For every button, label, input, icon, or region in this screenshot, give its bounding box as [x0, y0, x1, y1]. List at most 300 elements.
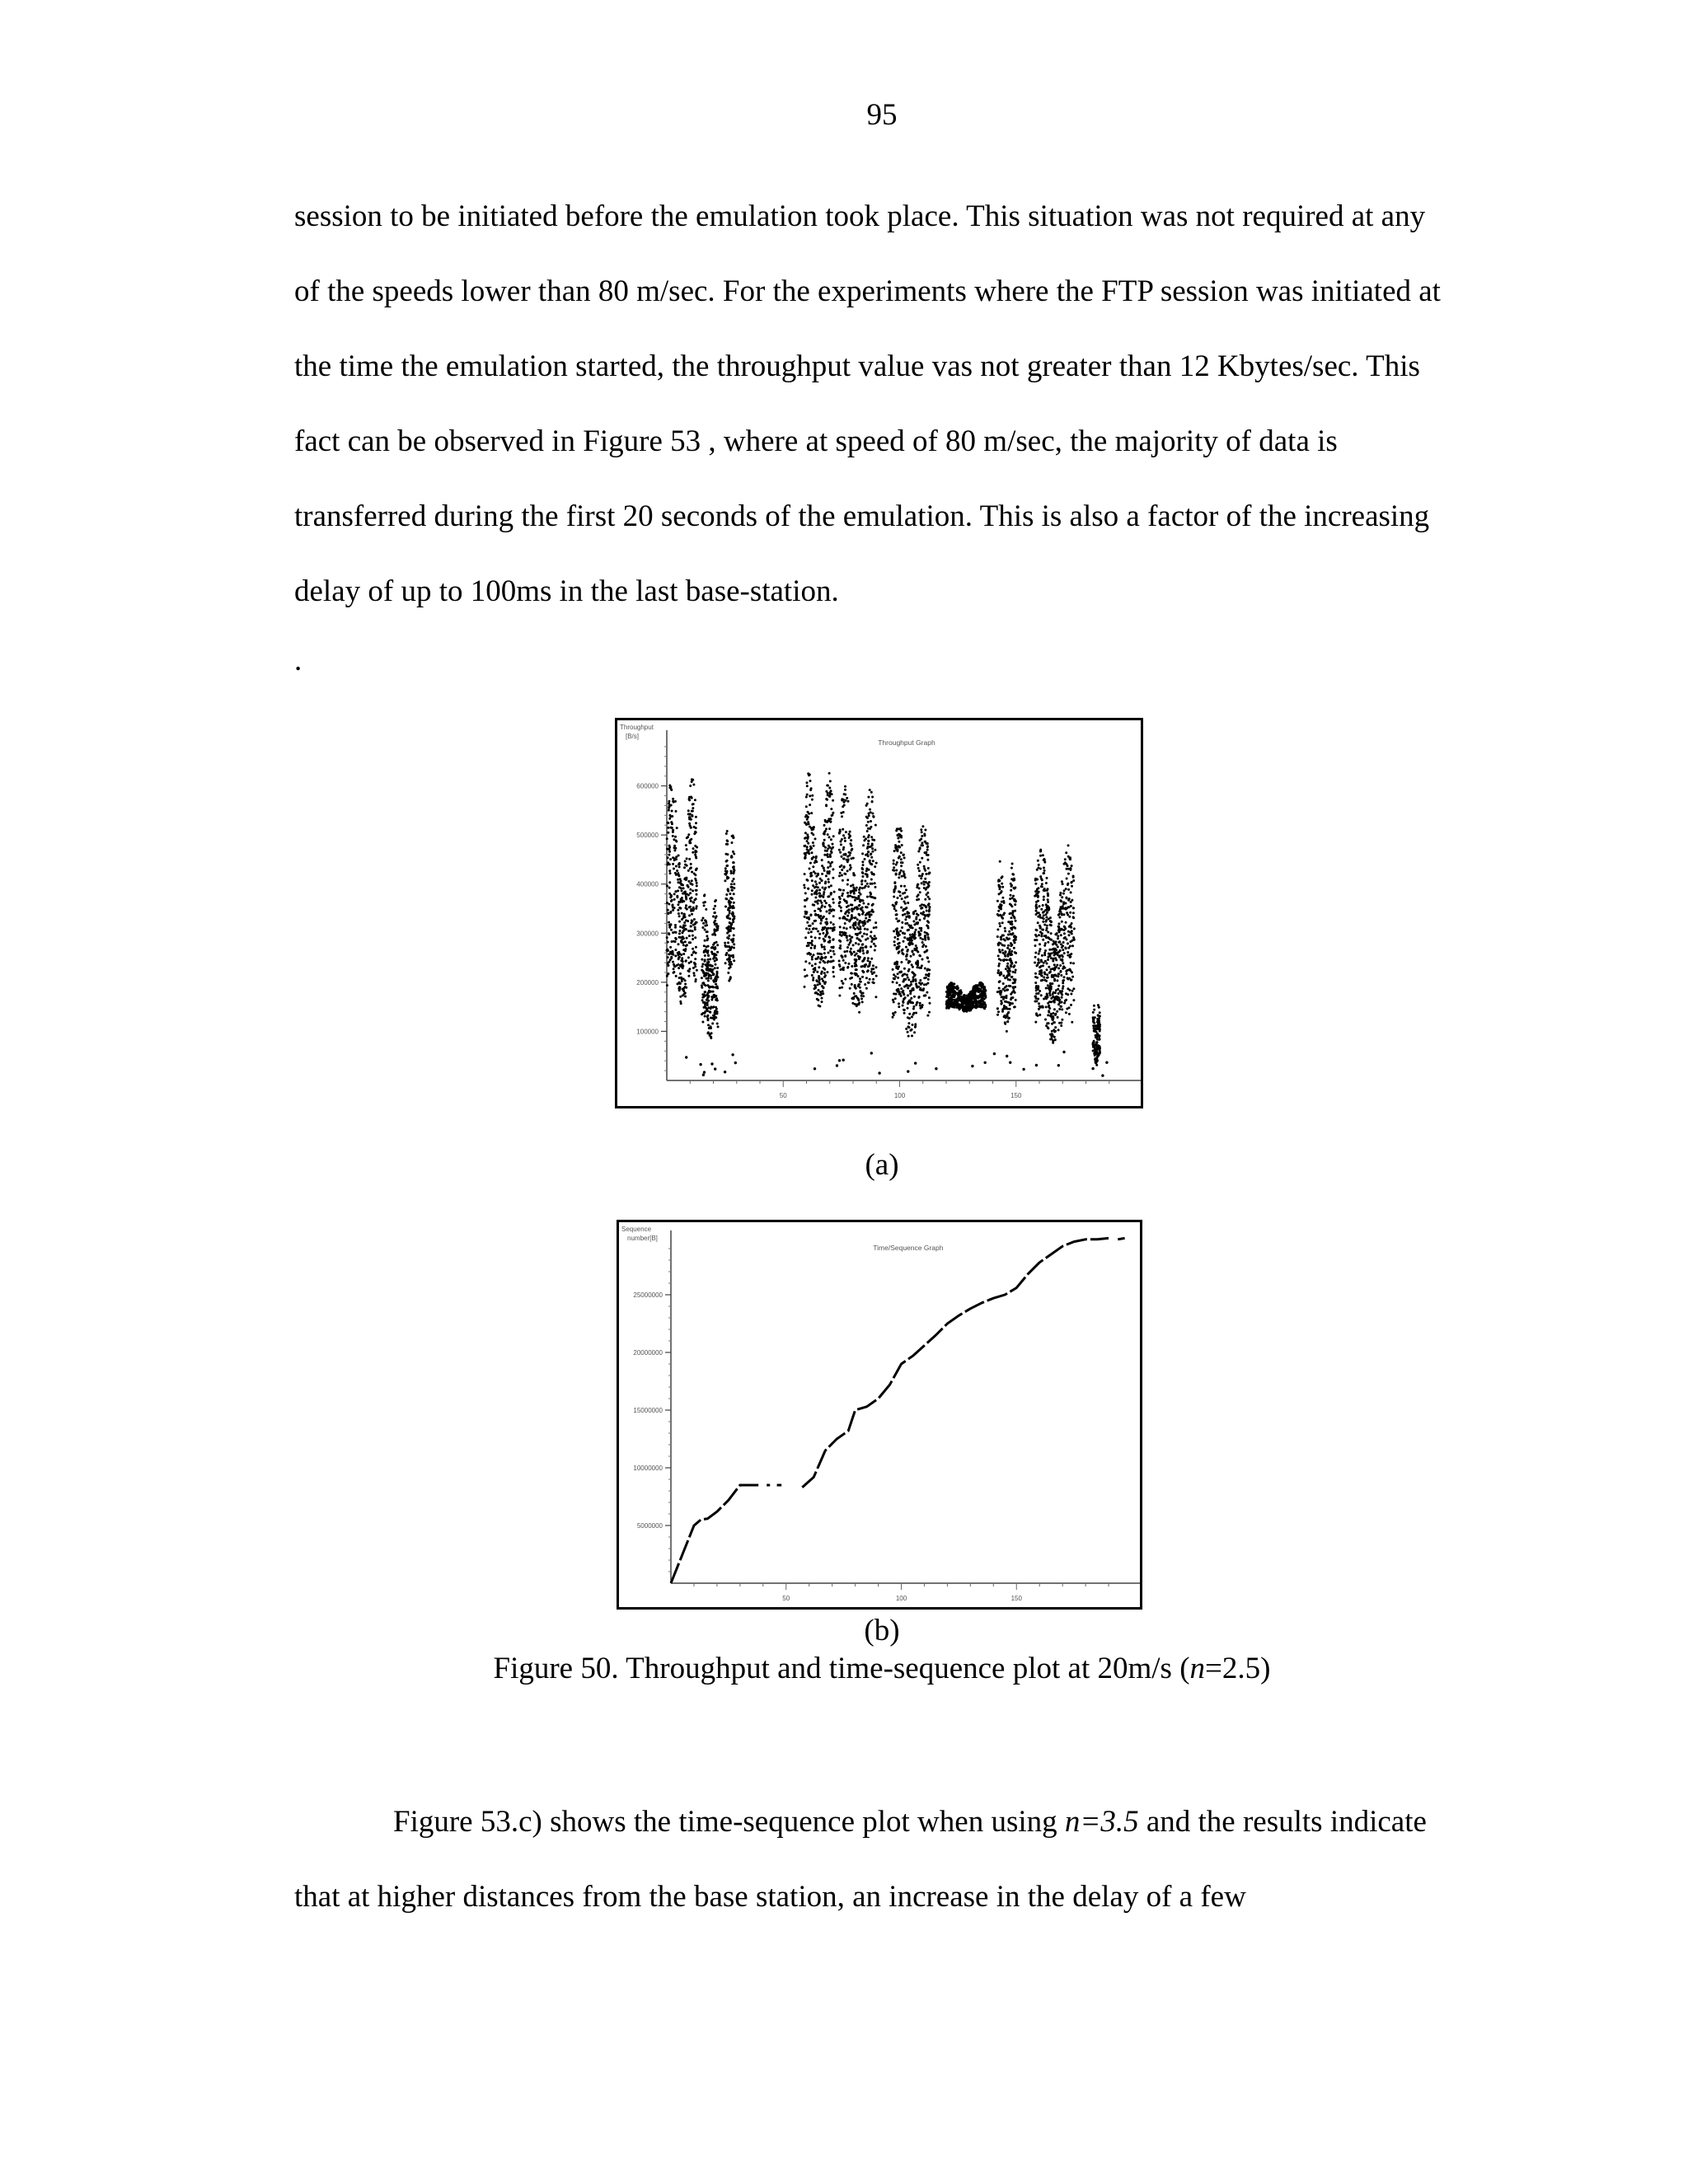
- data-point: [975, 1001, 978, 1003]
- data-point: [1013, 947, 1015, 949]
- data-point: [893, 850, 896, 852]
- data-point: [726, 830, 729, 832]
- data-point: [1037, 860, 1039, 862]
- data-point: [1039, 851, 1042, 853]
- data-point: [1061, 946, 1063, 949]
- data-point: [825, 798, 828, 800]
- data-point: [1050, 921, 1053, 923]
- data-point: [1006, 947, 1009, 949]
- data-point: [729, 961, 732, 963]
- data-point: [841, 815, 843, 818]
- data-point: [1045, 916, 1048, 919]
- data-point: [926, 920, 929, 922]
- data-point: [732, 956, 734, 958]
- data-point: [920, 877, 922, 879]
- data-point: [819, 910, 822, 912]
- data-point: [844, 955, 846, 958]
- data-point: [861, 921, 864, 923]
- data-point: [724, 869, 727, 872]
- data-point: [1002, 975, 1005, 977]
- data-point: [896, 927, 898, 930]
- series-tail-mark: [1118, 1238, 1124, 1239]
- data-point: [1043, 869, 1046, 872]
- data-point: [903, 993, 905, 996]
- data-point: [828, 772, 831, 775]
- data-point: [901, 844, 903, 846]
- data-point: [923, 917, 926, 920]
- data-point: [861, 947, 864, 949]
- data-point: [838, 995, 841, 997]
- data-point: [997, 910, 1000, 912]
- data-point: [667, 956, 669, 958]
- data-point: [828, 941, 831, 944]
- data-point: [829, 865, 832, 868]
- data-point: [681, 957, 683, 959]
- data-point: [846, 902, 848, 904]
- data-point: [826, 921, 828, 923]
- data-point: [1053, 940, 1055, 943]
- data-point: [969, 996, 972, 998]
- data-point: [1000, 906, 1002, 908]
- data-point: [1046, 1022, 1048, 1024]
- data-point: [1045, 997, 1048, 1000]
- data-point: [1057, 967, 1060, 969]
- data-point: [1038, 1002, 1040, 1005]
- data-point: [733, 853, 735, 855]
- data-point: [1040, 908, 1043, 911]
- data-point: [907, 1031, 909, 1033]
- data-point: [726, 865, 729, 867]
- data-point: [1060, 974, 1062, 977]
- data-point: [1010, 894, 1012, 897]
- data-point: [920, 828, 922, 831]
- data-point: [706, 1004, 709, 1006]
- data-point: [829, 780, 832, 782]
- data-point: [682, 944, 685, 946]
- data-point: [815, 883, 818, 885]
- data-point: [1035, 910, 1038, 912]
- data-point: [844, 794, 846, 796]
- data-point: [668, 881, 671, 883]
- data-point: [823, 938, 825, 940]
- data-point: [1035, 907, 1038, 910]
- data-point: [924, 939, 926, 941]
- data-point: [1067, 930, 1070, 933]
- data-point: [706, 997, 709, 1000]
- data-point: [815, 979, 818, 982]
- data-point: [825, 804, 828, 806]
- data-point: [817, 874, 819, 876]
- data-point: [856, 906, 858, 908]
- data-point: [907, 970, 910, 972]
- data-point: [826, 971, 828, 973]
- data-point: [1066, 969, 1068, 972]
- data-point: [843, 898, 846, 901]
- y-tick-label: 25000000: [633, 1291, 663, 1299]
- data-point: [924, 914, 926, 916]
- data-point: [859, 900, 861, 902]
- data-point: [811, 858, 814, 860]
- data-point: [1040, 1005, 1043, 1008]
- data-point: [716, 944, 719, 946]
- data-point: [823, 952, 826, 954]
- data-point-outlier: [702, 1074, 705, 1076]
- data-point: [859, 950, 861, 953]
- data-point: [839, 944, 842, 947]
- data-point: [668, 893, 671, 895]
- data-point: [916, 913, 918, 916]
- data-point: [809, 846, 812, 848]
- data-point: [729, 963, 732, 966]
- data-point: [820, 906, 823, 908]
- data-point: [687, 930, 690, 932]
- data-point: [908, 916, 911, 919]
- data-point: [704, 1010, 706, 1013]
- data-point: [806, 781, 809, 784]
- data-point: [666, 949, 668, 951]
- data-point: [1058, 1022, 1061, 1024]
- data-point: [1092, 1018, 1095, 1020]
- data-point: [824, 830, 827, 832]
- data-point: [917, 898, 920, 901]
- data-point: [899, 993, 902, 996]
- data-point: [1059, 899, 1062, 902]
- data-point: [843, 950, 846, 953]
- data-point: [1056, 979, 1058, 982]
- data-point: [907, 978, 910, 981]
- data-point: [1034, 952, 1037, 954]
- data-point: [1063, 976, 1066, 978]
- data-point: [925, 973, 927, 976]
- data-point: [844, 840, 846, 842]
- data-point: [829, 960, 832, 963]
- data-point: [1000, 892, 1002, 894]
- data-point: [1065, 999, 1067, 1001]
- data-point: [923, 977, 926, 979]
- data-point: [1046, 977, 1048, 979]
- data-point: [860, 995, 863, 997]
- data-point: [809, 925, 812, 927]
- data-point: [688, 935, 691, 937]
- data-point: [919, 954, 921, 957]
- data-point: [826, 850, 828, 852]
- data-point-outlier: [685, 1056, 687, 1058]
- data-point: [1054, 948, 1057, 950]
- data-point: [809, 868, 811, 870]
- data-point: [805, 805, 808, 808]
- data-point: [1092, 1011, 1095, 1014]
- data-point: [870, 856, 873, 859]
- data-point: [1050, 1001, 1053, 1003]
- data-point: [850, 940, 852, 942]
- data-point: [833, 891, 836, 893]
- data-point: [1043, 971, 1046, 973]
- data-point: [674, 965, 677, 968]
- data-point: [821, 879, 823, 882]
- data-point: [684, 979, 687, 982]
- data-point: [848, 935, 851, 937]
- data-point: [900, 830, 903, 832]
- data-point: [733, 947, 735, 949]
- data-point: [827, 932, 829, 935]
- data-point: [812, 841, 814, 844]
- data-point: [679, 972, 682, 975]
- data-point: [832, 959, 835, 962]
- data-point: [903, 973, 906, 976]
- data-point: [705, 995, 707, 997]
- data-point: [866, 950, 869, 953]
- data-point: [1097, 1054, 1100, 1057]
- data-point: [953, 982, 955, 985]
- data-point: [729, 897, 732, 899]
- data-point: [928, 996, 931, 999]
- data-point: [1042, 912, 1044, 914]
- data-point: [1063, 967, 1066, 969]
- y-tick-label: 10000000: [633, 1465, 663, 1472]
- data-point: [821, 865, 823, 867]
- data-point: [1051, 949, 1053, 951]
- data-point: [901, 875, 903, 878]
- data-point: [828, 886, 830, 888]
- data-point: [867, 827, 870, 830]
- data-point: [686, 848, 688, 851]
- data-point: [858, 921, 860, 923]
- data-point: [910, 997, 912, 1000]
- data-point: [896, 913, 898, 916]
- data-point: [727, 972, 729, 974]
- data-point: [676, 895, 678, 898]
- data-point: [926, 842, 929, 845]
- data-point: [898, 952, 900, 954]
- data-point: [832, 923, 835, 926]
- y-tick-label: 5000000: [636, 1522, 663, 1530]
- data-point: [863, 887, 865, 889]
- data-point: [812, 977, 814, 979]
- data-point: [839, 926, 842, 928]
- data-point: [873, 816, 875, 818]
- data-point: [972, 1001, 974, 1003]
- data-point: [805, 927, 808, 930]
- data-point: [948, 1007, 950, 1010]
- data-point: [1001, 944, 1004, 946]
- data-point: [688, 798, 691, 800]
- data-point: [839, 872, 842, 874]
- data-point-outlier: [1022, 1068, 1025, 1071]
- data-point: [1041, 883, 1043, 885]
- data-point: [852, 924, 855, 926]
- data-point: [1014, 910, 1016, 912]
- data-point: [733, 868, 735, 870]
- data-point: [714, 923, 716, 926]
- data-point: [869, 895, 871, 898]
- data-point: [714, 912, 716, 914]
- data-point: [865, 854, 867, 856]
- data-point: [916, 987, 918, 989]
- data-point: [838, 960, 841, 963]
- data-point: [907, 1035, 910, 1038]
- data-point: [903, 936, 906, 939]
- data-point: [1034, 982, 1037, 984]
- data-point: [865, 963, 867, 966]
- data-point: [870, 826, 872, 828]
- data-point: [1047, 931, 1049, 934]
- data-point: [1046, 963, 1048, 965]
- data-point: [820, 953, 823, 955]
- data-point: [997, 943, 1000, 945]
- data-point: [688, 941, 691, 944]
- data-point: [832, 846, 834, 849]
- data-point: [1064, 947, 1067, 949]
- data-point: [1051, 1030, 1053, 1033]
- data-point: [811, 974, 814, 977]
- data-point: [1057, 945, 1059, 948]
- data-point: [1001, 949, 1004, 951]
- data-point: [811, 964, 814, 967]
- data-point: [863, 839, 865, 841]
- data-point: [1048, 937, 1050, 940]
- data-point: [846, 859, 849, 861]
- data-point: [668, 802, 670, 804]
- data-point: [857, 897, 860, 899]
- data-point: [928, 898, 931, 900]
- data-point: [893, 882, 896, 884]
- data-point: [682, 953, 685, 955]
- data-point: [919, 1007, 921, 1010]
- data-point: [870, 820, 872, 823]
- data-point: [1037, 921, 1039, 924]
- data-point: [1049, 971, 1052, 973]
- data-point: [999, 990, 1001, 992]
- data-point: [675, 810, 678, 813]
- data-point: [678, 932, 681, 935]
- data-point: [809, 773, 811, 776]
- data-point: [1098, 1047, 1100, 1049]
- data-point: [1099, 1034, 1101, 1037]
- data-point: [714, 900, 716, 902]
- data-point: [832, 902, 835, 904]
- data-point: [1040, 979, 1043, 982]
- data-point: [691, 871, 693, 874]
- data-point: [842, 866, 845, 869]
- data-point: [688, 841, 691, 843]
- data-point: [859, 928, 861, 930]
- data-point: [903, 932, 906, 935]
- data-point: [832, 915, 835, 917]
- data-point: [678, 912, 680, 915]
- data-point: [821, 873, 823, 875]
- data-point: [687, 884, 689, 887]
- data-point: [726, 926, 729, 929]
- data-point: [917, 922, 919, 925]
- data-point: [1002, 938, 1005, 940]
- data-point: [710, 947, 713, 949]
- data-point: [1058, 999, 1061, 1001]
- data-point: [803, 884, 805, 887]
- data-point: [851, 916, 854, 919]
- data-point: [902, 1005, 904, 1007]
- data-point: [1009, 912, 1011, 915]
- data-point: [896, 827, 898, 830]
- data-point: [1011, 991, 1014, 994]
- data-point: [905, 1028, 907, 1030]
- data-point: [806, 840, 809, 842]
- data-point: [710, 996, 713, 998]
- data-point: [972, 991, 974, 993]
- data-point: [841, 980, 843, 982]
- data-point: [874, 935, 876, 937]
- data-point: [713, 928, 715, 930]
- data-point: [848, 851, 851, 854]
- data-point: [1052, 960, 1054, 963]
- data-point: [732, 851, 734, 853]
- data-point: [903, 968, 906, 970]
- data-point: [691, 897, 693, 899]
- data-point: [1006, 989, 1009, 991]
- data-point: [858, 1011, 860, 1014]
- series-line-2: [802, 1238, 1109, 1487]
- data-point: [947, 991, 950, 994]
- data-point: [912, 972, 914, 974]
- data-point: [838, 849, 841, 851]
- data-point: [894, 845, 897, 847]
- data-point: [896, 982, 898, 984]
- x-tick-label: 150: [1010, 1595, 1022, 1602]
- data-point: [675, 874, 678, 876]
- data-point: [918, 932, 921, 935]
- data-point: [730, 923, 733, 926]
- data-point: [683, 878, 686, 880]
- data-point: [917, 951, 919, 954]
- data-point: [715, 987, 718, 989]
- data-point: [874, 824, 877, 827]
- data-point: [684, 983, 687, 986]
- data-point: [912, 1005, 915, 1008]
- data-point: [1061, 996, 1063, 999]
- data-point: [864, 928, 866, 930]
- data-point: [690, 900, 692, 902]
- data-point: [1068, 898, 1071, 900]
- data-point: [692, 920, 694, 922]
- data-point: [1070, 1004, 1072, 1006]
- data-point: [1037, 958, 1039, 961]
- data-point: [1058, 1008, 1061, 1010]
- data-point: [980, 989, 982, 991]
- data-point: [1000, 938, 1002, 940]
- data-point: [704, 1015, 706, 1018]
- data-point: [867, 957, 870, 959]
- y-tick-label: 100000: [636, 1028, 659, 1036]
- data-point: [1094, 1051, 1096, 1053]
- data-point: [672, 856, 674, 859]
- data-point: [678, 989, 681, 991]
- data-point: [811, 940, 814, 942]
- data-point: [1053, 1038, 1056, 1041]
- data-point: [838, 917, 841, 920]
- data-point: [997, 1010, 1000, 1013]
- data-point: [692, 803, 695, 805]
- data-point: [982, 1006, 985, 1009]
- data-point: [1061, 1008, 1063, 1010]
- data-point: [898, 876, 900, 879]
- data-point: [724, 944, 726, 947]
- data-point: [898, 1002, 900, 1005]
- data-point: [731, 880, 734, 883]
- data-point: [1039, 855, 1042, 857]
- data-point: [841, 874, 843, 877]
- data-point: [695, 822, 697, 824]
- data-point: [828, 787, 831, 790]
- data-point: [1011, 912, 1014, 915]
